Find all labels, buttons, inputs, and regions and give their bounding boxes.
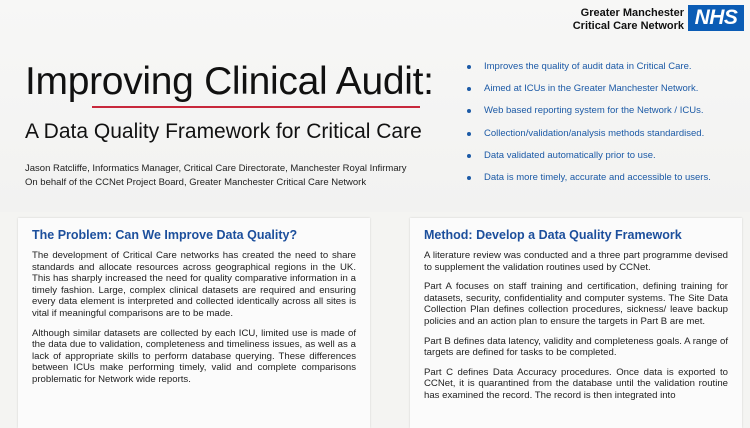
author-line-1: Jason Ratcliffe, Informatics Manager, Critical Care Directorate, Manchester Royal Infirmary [25,163,407,174]
poster-title: Improving Clinical Audit: [25,60,434,103]
title-underline [92,106,420,108]
method-body [410,242,742,402]
author-line-2: On behalf of the CCNet Project Board, Greater Manchester Critical Care Network [25,177,367,188]
method-panel [410,218,742,428]
method-paragraph: Part A focuses on staff training and certification, defining training for datasets, security, confidentiality and computer systems. The Site Data Collection Plan defines collection procedures, sickness/ leave backup policies and an action plan to ensure the targets in Part B are met. [424,281,728,327]
key-point: Collection/validation/analysis methods standardised. [466,127,711,149]
organisation-name [566,7,684,33]
key-point: Aimed at ICUs in the Greater Manchester Network. [466,82,711,104]
key-point: Data is more timely, accurate and accessible to users. [466,171,711,193]
problem-paragraph: The development of Critical Care networks has created the need to share standards and allocate resources across geographical regions in the UK. This has sharply increased the need for quality comparative information in a timely fashion. Large, complex clinical datasets are required and ensuring every data element is interpreted and collected identically across all sites is vital if meaningful comparisons are to be made. [32,250,356,319]
key-point: Data validated automatically prior to use. [466,149,711,171]
method-paragraph: Part C defines Data Accuracy procedures. Once data is exported to CCNet, it is quarantined from the database until the validation routine has examined the record. The record is then integrated into [424,366,728,401]
nhs-logo: NHS [688,5,744,31]
key-points-list [466,60,711,193]
key-point: Improves the quality of audit data in Critical Care. [466,60,711,82]
method-paragraph: A literature review was conducted and a three part programme devised to supplement the validation routines used by CCNet. [424,250,728,273]
problem-heading: The Problem: Can We Improve Data Quality? [32,228,298,242]
problem-paragraph: Although similar datasets are collected by each ICU, limited use is made of the data due to validation, completeness and timeliness issues, as well as a lack of appropriate skills to perform database querying. These differences between ICUs make performing timely, valid and complete comparisons problematic for Network wide reports. [32,327,356,385]
org-line-1: Greater Manchester [580,7,684,19]
org-line-2: Critical Care Network [572,20,684,32]
problem-panel [18,218,370,428]
key-point: Web based reporting system for the Network / ICUs. [466,104,711,126]
author-block [25,162,407,190]
method-paragraph: Part B defines data latency, validity and completeness goals. A range of targets are defined for tasks to be completed. [424,335,728,359]
method-heading: Method: Develop a Data Quality Framework [424,228,682,242]
poster-subtitle: A Data Quality Framework for Critical Care [25,120,422,143]
problem-body [18,242,370,386]
